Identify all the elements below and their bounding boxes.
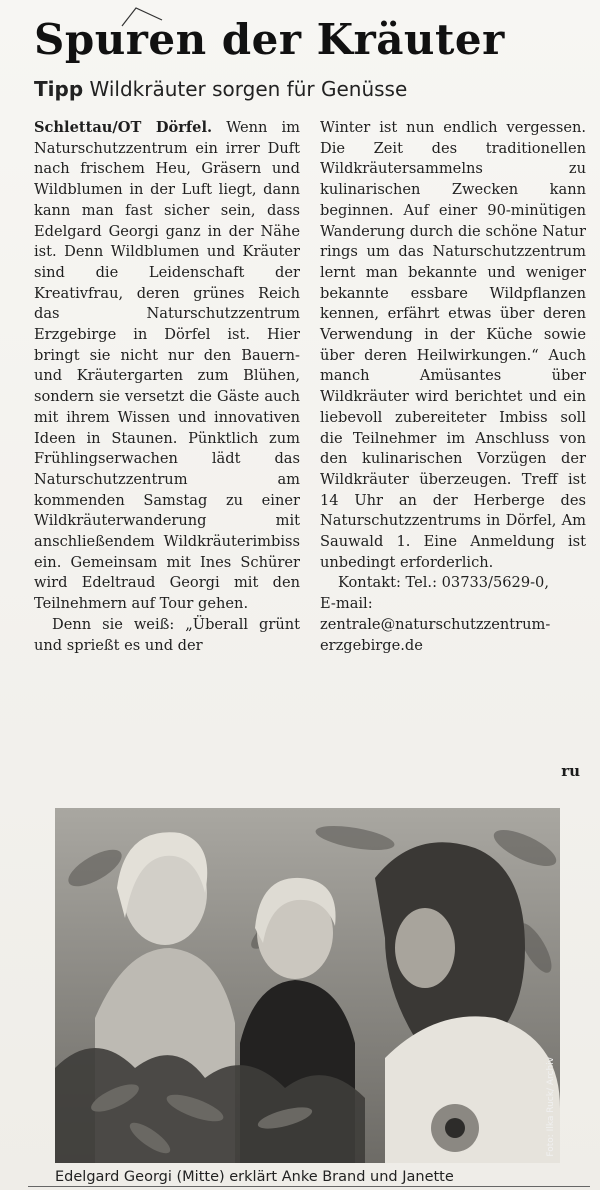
contact-email: E-mail: zentrale@naturschutzzentrum-erzgebirge.de [320, 595, 551, 654]
subhead-lead: Tipp [34, 77, 84, 101]
contact-phone: Kontakt: Tel.: 03733/5629-0, [338, 574, 549, 592]
divider [28, 1186, 590, 1187]
article-photo [55, 808, 560, 1163]
article-body [34, 118, 586, 778]
paragraph-text: Wenn im Naturschutzzentrum ein irrer Duft nach frischem Heu, Gräsern und Wildblumen in der Luft liegt, dann kann man fast sicher sein, dass Edelgard Georgi ganz in der Nähe ist. Denn Wildblumen und Kräuter sind die Leidenschaft der Kreativfrau, deren grünes Reich das Naturschutzzentrum Erzgebirge in Dörfel ist. Hier bringt sie nicht nur den Bauern- und Kräutergarten zum Blühen, sondern sie versetzt die Gäste auch mit ihrem Wissen und innovativen Ideen in Staunen. Pünktlich zum Frühlingserwachen lädt das Naturschutzzentrum am kommenden Samstag zu einer Wildkräuterwanderung mit anschließendem Wildkräuterimbiss ein. Gemeinsam mit Ines Schürer wird Edeltraud Georgi mit den Teilnehmern auf Tour gehen. [34, 119, 301, 613]
photo-illustration [55, 808, 560, 1163]
article-headline: Spuren der Kräuter [34, 15, 505, 64]
article-column-left [34, 118, 300, 778]
article-subhead [34, 76, 580, 102]
paragraph [34, 118, 300, 615]
photo-credit: Foto: Ilka Ruck/ Archiv [546, 1057, 556, 1157]
article-column-right [320, 118, 586, 778]
dateline: Schlettau/OT Dörfel. [34, 119, 213, 136]
paragraph-text: Winter ist nun endlich vergessen. Die Zeit des traditionellen Wildkräutersammelns zu kulinarischen Zwecken kann beginnen. Auf einer 90-minütigen Wanderung durch die schöne Natur rings um das Naturschutzzentrum lernt man bekannte und weniger bekannte essbare Wildpflanzen kennen, erfährt etwas über deren Verwendung in der Küche sowie über deren Heilwirkungen.“ Auch manch Amüsantes über Wildkräuter wird berichtet und ein liebevoll zubereiteter Imbiss soll die Teilnehmer im Anschluss von den kulinarischen Vorzügen der Wildkräuter überzeugen. Treff ist 14 Uhr an der Herberge des Naturschutzzentrums in Dörfel, Am Sauwald 1. Eine Anmeldung ist unbedingt erforderlich. [320, 119, 586, 571]
paragraph-continued: Denn sie weiß: „Überall grünt und sprießt es und der [34, 615, 300, 654]
photo-caption: Edelgard Georgi (Mitte) erklärt Anke Brand und Janette [55, 1169, 454, 1185]
author-byline: ru [561, 762, 580, 780]
subhead-text: Wildkräuter sorgen für Genüsse [89, 77, 408, 101]
woman-right-face [395, 908, 455, 988]
